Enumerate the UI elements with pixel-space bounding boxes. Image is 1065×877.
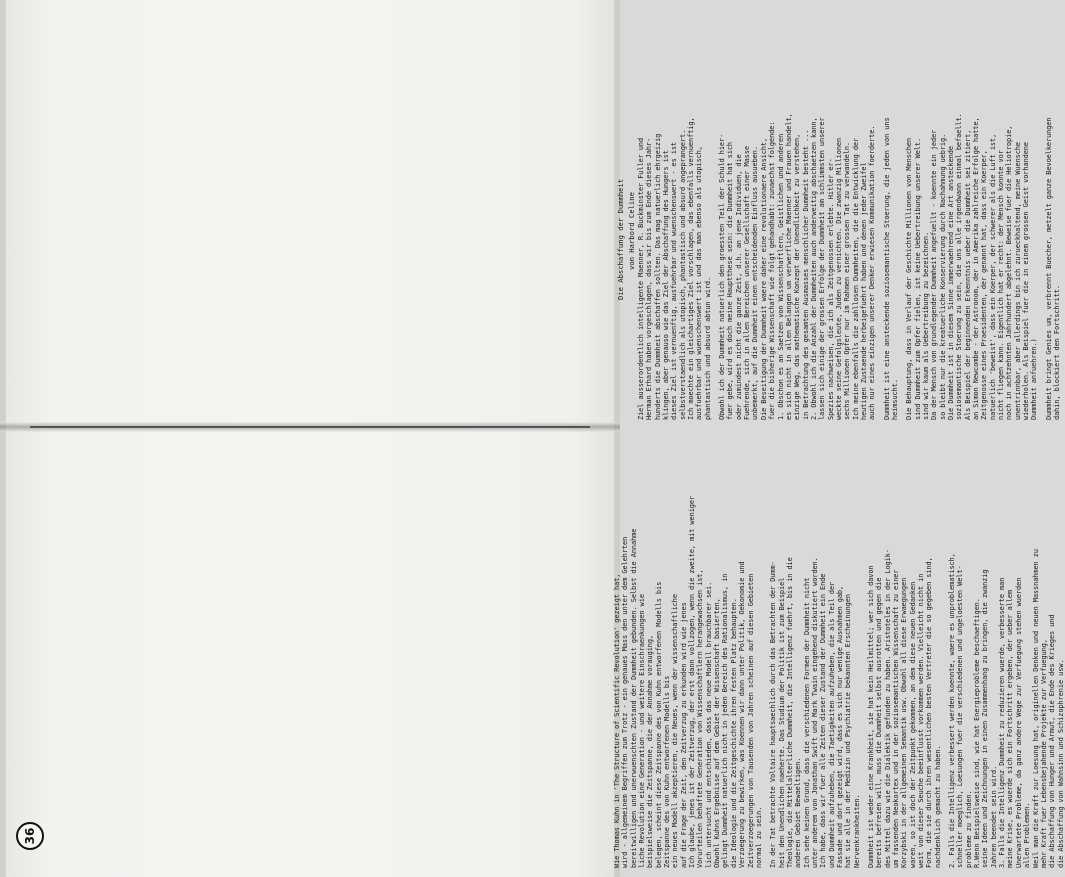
article-column-bottom [613,436,1065,868]
text-line: normal zu sein. [754,806,763,868]
text-line: die Abschaffung von Hunger und Armut, die Ende des Krieges und [1048,614,1057,868]
text-line: In der Tat betrachte Voltaire hauptsaechlich durch das Betrachten der Dumm- [769,561,778,868]
text-line: unentrinnbar, aber allerdings bin ich zurueckhaltend, meine Wuensche [1013,141,1022,420]
text-line: Vorurteilen behaftete Generation von Wissenschaftlern herangewachsen ist, [696,569,705,868]
text-line: natuerlich 'beweist', dass ein Koerper, der schwerer als die Luft ist, [988,133,997,420]
text-line: auf die Frage der Zeit, den Zeitverzug zu erkunden wird wie jenes [679,602,688,868]
text-line: die Ideologie und die Zeitgeschichte ihren festen Platz behaupten. [729,598,738,868]
text-line: oder zumindest nicht die ganze Zeit, d.h. an jene Individuen, die [734,154,743,420]
text-line: phantastisch und absurd abtun wird. [703,276,712,420]
text-line: an Simon Newcombe - der Astronom, der in Amerika zahlreiche Erfolge hatte, [972,117,981,420]
text-line: R.Wenn Beispielsweise sind, wie hat Energieprobleme beschaeftigen. [973,598,982,868]
text-line: 3. Falls die Intelligenz Dummheit zu reduzieren wuerde, verbesserte man [998,577,1007,868]
text-line: schneller moeglich, Loesungen fuer die verschiedenen und ungeloesten Welt- [956,565,965,868]
scan-edge-shadow [0,0,6,877]
text-line: fuer gebe, wird es doch meine Hauptthese sein: die Dummheit hat sich [726,141,735,420]
text-line: auch nur eines einzigen unserer Denker erwiesen Kommunikation foerderte. [868,125,877,420]
text-line: Korzybski in der allgemeinen Semantik usw. Obwohl all diese Erwaegungen [900,577,909,868]
text-line: bereitwilligen und unerwuenschten Zustand der Dummheit gebunden. Selbst die Annahme [629,528,638,868]
text-line: des Mittel dazu wie die Dialektik gefunden zu haben. Aristoteles in der Logik- [883,549,892,868]
page-divider [30,426,590,428]
text-line: 1. Obschon es an Saetzen von Wissenschaftlern, Geistlichen und anderen [776,133,785,420]
text-line: sechs Millionen Opfer nur im Rahmen einer grossen Tat zu verwandeln. [843,141,852,420]
text-line: Die Behauptung, dass in Verlauf der Geschichte Millionen von Menschen [905,137,914,420]
text-line: einzige Weg, das mathematische Konzept der Unendlichkeit zu verstehen, [793,133,802,420]
text-line: 2. Falls die Intelligenz verbessert werden koennte, waere es unproblematisch, [948,553,957,868]
article-body-bottom [613,436,1065,868]
text-line: allen Problemen. [1023,802,1032,868]
article-author: von Harbord Celine [627,192,636,270]
text-line: Dummheit ist eine ansteckende soziosemantische Stoerung, die jeden von uns [882,117,891,420]
text-line: gelingt Dummheit natuerlich nicht in jeden Bereich des Rationalismus, in [721,573,730,868]
text-line: Dummheit bringt Genies um, verbrennt Buecher, metzelt ganze Bevoelkerungen [1044,117,1053,420]
text-line: ein neues Modell akzeptieren, die Neues, wenn der wissenschaftliche [671,594,680,868]
text-line: ausfuehrbar und wuenschenswert ist und das man ebenso als utopisch, [695,146,704,420]
text-line: sind wir kaum als Uebertreibung zu bezeichnen. [922,231,930,420]
text-line: dieses Ziel ist vernuenftig, ausfuehrbar und wuenschenswert - es ist [670,141,679,420]
text-line: selbstverstaendlich als utopisch, phantastisch und absurd angeprangert. [678,129,687,420]
text-line: lich untersucht und entschieden, dass das neue Modell brauchbarer sei. [704,581,713,868]
text-line: heimsucht. [890,379,899,420]
text-line: es sich nicht in allen Belangen um verwerfliche Maenner und Frauen handelt, [784,113,793,420]
text-line: hunderts die Dummheit abschaffen sollten. Das mag natuerlich ehrgeizig [653,133,662,420]
text-line: nachdenklich gemacht zu haben. [933,745,942,868]
text-line: Unerwartete Probleme, da ganz andere Wege zur Verfuegung stehen wuerden [1014,577,1023,868]
text-line: Obwohl Kuhns Ergebnisse auf dem Gebiet der Wissenschaft basierten, [713,598,722,868]
text-line: Fassade und dort gezeigt wird, dass es sich nur wenige Ausnahmen gab, [835,585,844,868]
text-line: Ich meine ebenfalls die zahllosen Dummheiten, die die Entwicklung der [851,137,860,420]
text-line: Ich glaube, jenes ist der Zeitverzug, der erst dann vollzogen, wenn die zweite, mit weniger [688,495,697,868]
text-line: Theologie, die Mittelalterliche Dummheit, die Intelligenz fuehrt, bis in die [785,557,794,868]
text-line: Zeitverzoegerungen von Tausenden von Jahren scheinen auf diesen Gebieten [746,573,755,868]
text-line: Zeitgenosse eines Praesidenten, der genannt hat, dass ein Koerper, [980,150,989,420]
text-line: lassen sich einige der grossen Erfolge der Dummheit am schlimmsten unserer [818,117,827,420]
text-line: Die Dummheit ist in diesem Sinne immerwaehrend eine Art ansteckende [947,146,956,420]
text-line: fuer die bisherige Wissenschaft wie folgt gehandhabt: zunaechst folgende: [768,121,777,420]
text-line: soziosemantische Stoerung zu sein, die uns alle irgendwann einmal befaellt. [955,113,964,420]
text-line: belegen, scheint diese Zeitspanne des von Kuhn entworfenen Modells bis [654,581,663,868]
article-title: Die Abschaffung der Dummheit [616,178,625,300]
text-line: Fuehrende, sich in allen Bereichen unserer Gesellschaft einer Masse [743,146,752,420]
text-line: dahin, blockiert den Fortschritt. [1053,285,1062,420]
text-line: hat sie alle in der Medizin und Psychiatrie bekannten Erscheinungen [844,594,853,868]
text-line: Ich sehe keinen Grund, dass die verschiedenen Formen der Dummheit nicht [802,577,811,868]
text-line: Weil man die Kraft zur Loesung hat, originellen Denken und neuen Massnahmen zu [1031,549,1040,868]
text-line: Ziel ausserordentlich intelligente Maenner, R. Buckminster Fuller und [637,137,645,420]
text-line: 2. Obwohl ich die Anzahl der Dummheiten auch anderweitig abschaetzen kann, [809,117,818,420]
text-line: bereits befreien will, muss die Dummheit selbst ausrotten und gegen die [875,577,884,868]
text-line: Die Beseitigung der Dummheit waere daher eine revolutionaere Ansicht, [759,137,768,420]
article-body-top [637,12,1062,420]
text-line: seine Ideen und Zeichnungen in einen Zusammenhang zu bringen, die zwanzig [981,569,990,868]
text-line: so bleibt nur die kreatuerliche Konservierung durch Nachahmung uebrig. [938,133,947,420]
text-line: noch in achtzehnten Jahrhundert abgelehnt. Beweise fuer die Heliotropie, [1005,125,1014,420]
text-line: anderen Gebiet Bewaeltigen. [794,757,803,868]
text-line: unter anderem von Jonathan Swift und Mark Twain eingehend diskutiert worden. [810,557,819,868]
text-line: Ich habe, dass wir fuer alle Zeiten dieser Zustand der Dummheit ein Ende [819,573,828,868]
text-line: Zeitspanne des von Kuhn entworfenen Modells bis [663,675,672,868]
text-line: klingen, aber genauso wie das Ziel der Abschaffung des Hungers ist [662,150,671,420]
text-line: Jahren beendet sein wird. [989,765,998,868]
text-line: Spezies nachweisen, die ich als Zeitgenossen erlebte. Hitler er- [826,158,835,420]
text-line: in Betrachtung des gesamten Ausmasses menschlicher Dummheit besteht ... [801,129,810,420]
text-line: und Dummheit aufzuheben, die Taetigkeiten aufzuheben, die als Teil der [827,581,836,868]
text-line: unbemerkt, auf die Dummheit einen entscheidenden Einfluss ausueben. [751,146,760,420]
text-line: Nervenkrankheiten. [852,794,861,868]
article-column-top [615,12,1062,420]
text-line: heutigen Zustaende herbeigefuehrt haben und denen jeder Zweifel [859,162,868,420]
text-line: waren, so ist doch der Zeitpunkt gekommen, an dem diese neuen Gedanken [908,581,917,868]
text-line: wiederholen. Als Beispiel fuer die in einem grossen Geist vorhandene [1022,141,1031,420]
text-line: Verzoegerung zu bewirken, was Koennen wir dann unter Politik, Oekonomie und [738,561,747,868]
text-line: Da der Mensch von grundlegender Dummheit angefuellt - koennte ein jeder [930,129,939,420]
text-line: um fassenden Neokortex und in der soziosemantischen Wissenschaft zu einer [892,569,900,868]
text-line: Als Beispiel der beginnenden Erkenntnis ueber die Dummheit sei zitiert, [963,129,972,420]
text-line: sind Dummheit zum Opfer fielen, ist keine Uebertreibung unserer Welt. [913,137,922,420]
text-line: Dummheit anfuehren.) [1030,338,1039,420]
text-line: Obwohl ich der Dummheit natuerlich den groessten Teil der Schuld hier- [718,133,727,420]
text-line: Form, die sie durch ihren wesentlichen besten Vertreter die so gegeben sind, [925,557,934,868]
text-line: Herman Erhard haben vorgeschlagen, dass wir bis zum Ende dieses Jahr- [645,137,654,420]
text-line: nicht fliegen kann. Eigentlich hat er recht: der Mensch konnte vor [997,150,1006,420]
text-line: wird - allgemeinem Begriffen zum Trotz - ein genaues Mass den unter dem Gelehrten [621,536,630,868]
text-line: weit von dieser Seuche beeinflusst vorkommen werden. Vielleicht nicht in [917,573,926,868]
page-number-badge: 36 [16,822,44,850]
text-line: meine Krise, es wuerde sich ein Fortschritt ergeben, der ueber allem [1006,589,1015,868]
text-line: beispielsweise die Zeitspanne, die der Annahme vorauging, [646,634,655,868]
text-line: mehr Kraft fuer Lebensbejahende Projekte zur Verfuegung, [1039,639,1048,868]
text-line: Wie Thomas Kuhn in 'The Structure of Scientific Revolution' gezeigt hat, [613,573,621,868]
text-line: probleme zu finden. [964,790,973,868]
text-line: Dummheit ist weder eine Krankheit, sie hat kein Heilmittel; wer sich davon [866,565,875,868]
text-line: heit den Unendlichen naeherte. Das Studium der Politik ist zum Beispiel [777,577,786,868]
text-line: Ich moechte ein gleichartiges Ziel vorschlagen, das ebenfalls vernuenftig, [687,117,696,420]
text-line: liche Revolution eine Generation - und weitere Einschraenkungen wie [638,594,647,868]
text-line: die Abschaffung von Wahnsinn und Schizophrenie usw. [1056,659,1065,868]
text-line: weckte seine Gefolgsleute, Juden zu vernichten. Die zwanzig Millionen [834,137,843,420]
